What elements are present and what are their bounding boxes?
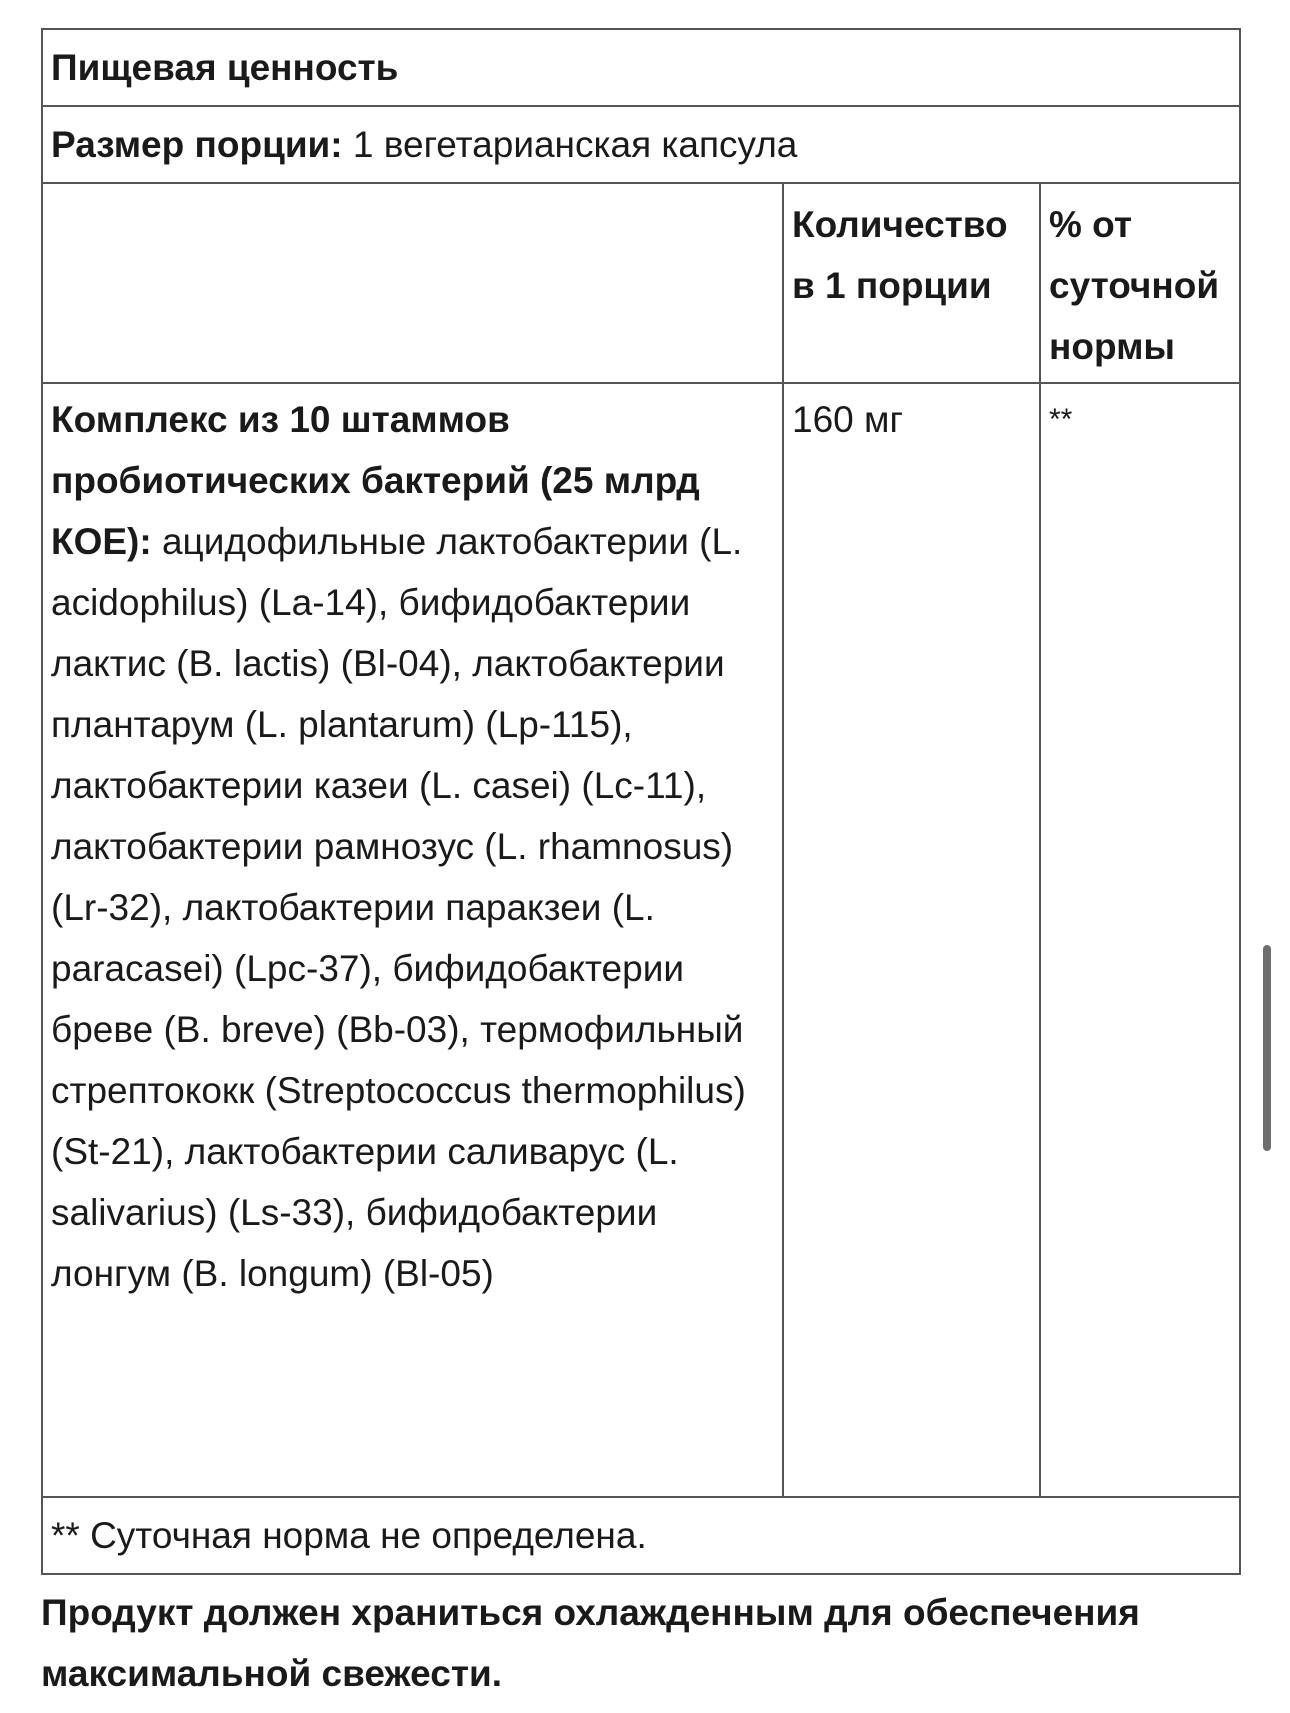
column-header-row (43, 184, 1239, 384)
amount-column-header: Количество в 1 порции (782, 184, 1039, 382)
serving-size-row (43, 107, 1239, 184)
footnote: ** Суточная норма не определена. (51, 1514, 647, 1556)
ingredient-name: Комплекс из 10 штаммов пробиотических бактерий (25 млрд КОЕ): (51, 399, 700, 562)
facts-title: Пищевая ценность (43, 30, 1239, 107)
amount-cell: 160 мг (782, 384, 1039, 1496)
storage-note: Продукт должен храниться охлажденным для обеспечения максимальной свежести. (41, 1592, 1140, 1694)
ingredient-row (43, 384, 1239, 1498)
ingredient-column-header (43, 184, 782, 382)
serving-size-value: 1 вегетарианская капсула (352, 123, 798, 165)
daily-value-column-header: % от суточной нормы (1039, 184, 1239, 382)
daily-value-cell: ** (1039, 384, 1239, 1496)
supplement-facts-table (41, 28, 1241, 1575)
scrollbar-thumb[interactable] (1263, 945, 1271, 1151)
serving-size-label: Размер порции: (51, 123, 343, 165)
ingredient-strains: ацидофильные лактобактерии (L. acidophilus) (La-14), бифидобактерии лактис (B. lactis) (Bl-04), лактобактерии плантарум (L. plantarum) (Lp-115), лактобактерии казеи (L. casei) (Lc-11), лактобактерии рамнозус (L. rhamnosus) (Lr-32), лактобактерии паракзеи (L. paracasei) (Lpc-37), бифидобактерии бреве (B. breve) (Bb-03), термофильный стрептококк (Streptococcus thermophilus) (St-21), лактобактерии саливарус (L. salivarius) (Ls-33), бифидобактерии лонгум (B. longum) (Bl-05) (51, 521, 746, 1294)
ingredient-cell (43, 384, 782, 1496)
